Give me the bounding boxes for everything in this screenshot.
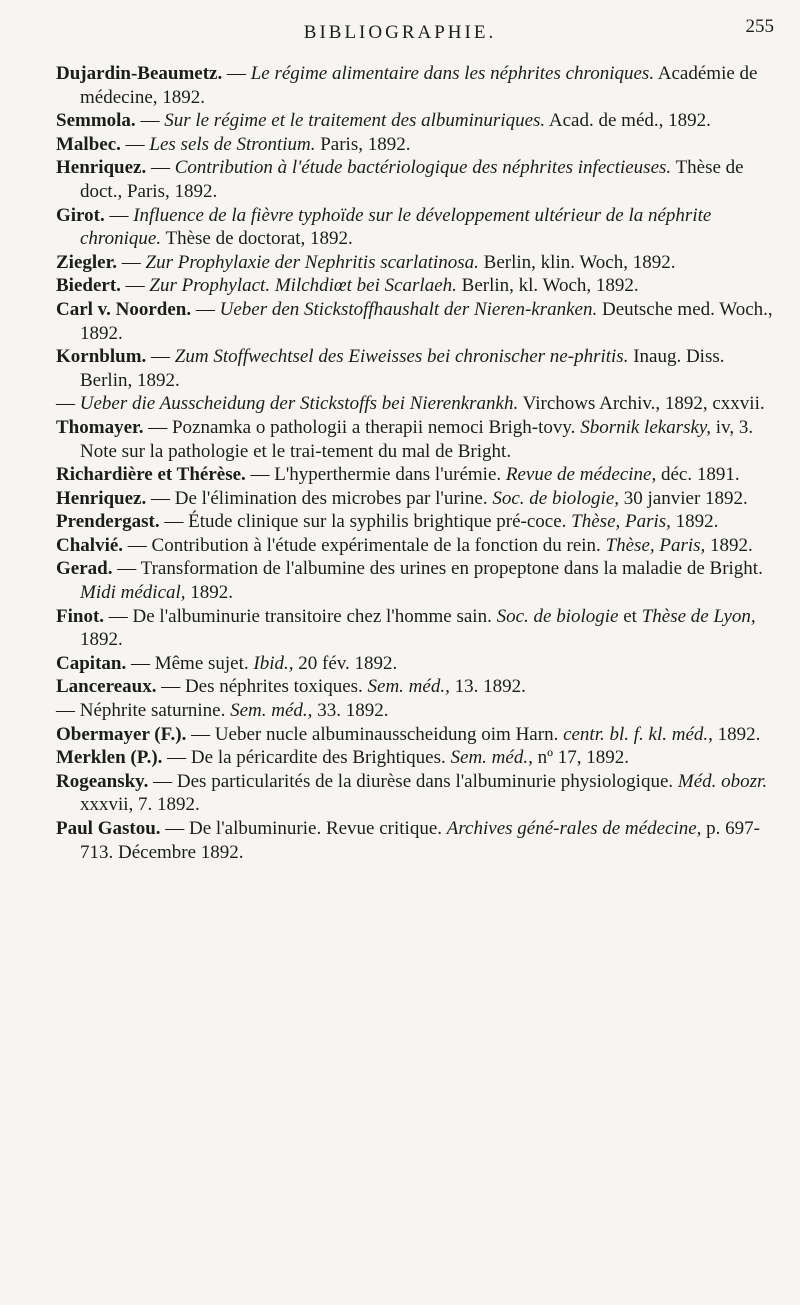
entry-source: Thèse, Paris, — [605, 534, 706, 556]
bibliography-entry — [56, 133, 776, 157]
author-name: Richardière et Thérèse. — [56, 464, 246, 486]
entry-source: Archives géné-rales de médecine, — [446, 818, 702, 839]
separator: — — [135, 110, 165, 132]
separator: — — [104, 204, 134, 226]
author-name: Gerad. — [56, 558, 113, 580]
entry-detail-2: 1892. — [185, 582, 234, 604]
author-name: Malbec. — [56, 133, 121, 155]
entry-source: Sem. méd., — [367, 676, 450, 698]
entry-detail-2: 33. 1892. — [312, 700, 389, 722]
author-name: Ziegler. — [56, 251, 118, 273]
entry-detail: Thèse de doct., Paris, 1892. — [80, 157, 744, 202]
entry-title: Le régime alimentaire dans les néphrites chroniques. — [250, 63, 655, 84]
entry-detail-2: déc. 1891. — [656, 464, 740, 486]
entry-title: Contribution à l'étude bactériologique des néphrites infectieuses. — [174, 157, 672, 179]
author-name: Capitan. — [56, 652, 127, 674]
entry-source: Ibid., — [253, 652, 294, 674]
bibliography-entry — [56, 605, 776, 652]
separator: — — [112, 558, 141, 580]
author-name: Obermayer (F.). — [56, 723, 187, 745]
entry-detail: Étude clinique sur la syphilis brightique pré-coce. — [188, 511, 572, 533]
entry-detail: Berlin, kl. Woch, 1892. — [456, 275, 639, 297]
separator: — — [159, 511, 189, 533]
separator: — — [143, 416, 172, 438]
entry-detail: Inaug. Diss. Berlin, 1892. — [80, 346, 725, 391]
entry-detail-2: 1892. — [712, 723, 761, 745]
page-number: 255 — [745, 16, 774, 37]
entry-detail-2: et — [618, 605, 642, 627]
entry-detail-2: 1892. — [670, 511, 719, 533]
entry-source: Revue de médecine, — [505, 464, 657, 486]
bibliography-entry — [56, 463, 776, 487]
author-name: Chalvié. — [56, 534, 124, 556]
entry-detail-2: iv, 3. Note sur la pathologie et le trai-tement du mal de Bright. — [80, 416, 754, 462]
entry-detail: De l'albuminurie. Revue critique. — [189, 818, 447, 839]
entry-title: Sur le régime et le traitement des albuminuriques. — [164, 110, 546, 132]
separator: — — [222, 63, 251, 84]
entry-detail-2: 30 janvier 1892. — [619, 487, 748, 509]
entry-source: Sem. méd., — [450, 747, 533, 769]
bibliography-entry — [56, 487, 776, 511]
author-name: Merklen (P.). — [56, 747, 163, 769]
separator: — — [117, 251, 146, 273]
author-name: Kornblum. — [56, 346, 147, 368]
separator: — — [120, 133, 150, 155]
entry-detail: De la péricardite des Brightiques. — [190, 747, 451, 769]
author-name: Biedert. — [56, 275, 121, 297]
bibliography-entry — [56, 298, 776, 345]
entry-detail: Ueber nucle albuminausscheidung oim Harn. — [214, 723, 564, 745]
entry-source: Sem. méd., — [230, 700, 313, 722]
entry-source: Soc. de biologie — [496, 605, 619, 627]
entry-detail: Thèse de doctorat, 1892. — [161, 228, 353, 250]
bibliography-entry — [56, 817, 776, 864]
entry-detail: Académie de médecine, 1892. — [80, 63, 758, 108]
separator: — — [104, 605, 133, 627]
entry-detail: Contribution à l'étude expérimentale de la fonction du rein. — [151, 534, 606, 556]
separator: — — [191, 298, 220, 320]
bibliography-list — [56, 62, 776, 864]
entry-detail-2: xxxvii, 7. 1892. — [80, 794, 200, 816]
separator: — — [120, 275, 150, 297]
author-name: Carl v. Noorden. — [56, 298, 192, 320]
entry-detail: Virchows Archiv., 1892, cxxvii. — [518, 393, 765, 415]
entry-detail: Même sujet. — [154, 652, 254, 674]
entry-source: Soc. de biologie, — [492, 487, 620, 509]
separator: — — [186, 723, 215, 745]
entry-title: Zur Prophylact. Milchdiœt bei Scarlaeh. — [149, 275, 457, 297]
entry-title: Ueber den Stickstoffhaushalt der Nieren-kranken. — [219, 298, 598, 320]
bibliography-entry — [56, 62, 776, 109]
entry-detail: Paris, 1892. — [315, 133, 411, 155]
author-name: Paul Gastou. — [56, 818, 161, 839]
separator: — — [146, 346, 175, 368]
entry-detail-2: 13. 1892. — [449, 676, 526, 698]
author-name: Girot. — [56, 204, 105, 226]
bibliography-entry — [56, 723, 776, 747]
bibliography-entry — [56, 510, 776, 534]
entry-title: Ueber die Ausscheidung der Stickstoffs bei Nierenkrankh. — [79, 393, 519, 415]
entry-source-2: Thèse de Lyon, — [641, 605, 756, 627]
entry-source: Thèse, Paris, — [571, 511, 671, 533]
separator: — — [146, 157, 175, 179]
running-head: BIBLIOGRAPHIE. — [303, 22, 497, 43]
entry-detail: Acad. de méd., 1892. — [545, 110, 711, 132]
entry-detail: Des néphrites toxiques. — [184, 676, 368, 698]
author-name: Prendergast. — [56, 511, 160, 533]
bibliography-entry — [56, 109, 776, 133]
entry-source: Méd. obozr. — [677, 770, 768, 792]
entry-detail: Deutsche med. Woch., 1892. — [80, 298, 773, 344]
entry-detail: De l'albuminurie transitoire chez l'homme sain. — [132, 605, 497, 627]
entry-source: Midi médical, — [80, 582, 186, 604]
separator: — — [126, 652, 155, 674]
bibliography-entry — [56, 251, 776, 275]
bibliography-entry — [56, 675, 776, 699]
bibliography-entry — [56, 416, 776, 463]
author-name: Semmola. — [56, 110, 136, 132]
bibliography-entry — [56, 156, 776, 203]
separator: — — [56, 393, 80, 415]
bibliography-entry — [56, 746, 776, 770]
entry-detail-2: 1892. — [705, 534, 753, 556]
bibliography-entry — [56, 770, 776, 817]
entry-title: Les sels de Strontium. — [149, 133, 316, 155]
author-name: Finot. — [56, 605, 105, 627]
entry-detail: Transformation de l'albumine des urines en propeptone dans la maladie de Bright. — [140, 558, 763, 580]
entry-title: Influence de la fièvre typhoïde sur le développement ultérieur de la néphrite chronique. — [80, 204, 712, 250]
entry-detail: Néphrite saturnine. — [79, 700, 231, 722]
entry-title: Zum Stoffwechtsel des Eiweisses bei chronischer ne-phritis. — [174, 346, 629, 368]
separator: — — [160, 818, 190, 839]
bibliography-entry — [56, 274, 776, 298]
separator: — — [162, 747, 191, 769]
separator: — — [56, 700, 80, 722]
entry-title: Zur Prophylaxie der Nephritis scarlatinosa. — [145, 251, 479, 273]
separator: — — [148, 770, 177, 792]
bibliography-entry — [56, 699, 776, 723]
entry-detail: Poznamka o pathologii a therapii nemoci Brigh-tovy. — [171, 416, 581, 438]
bibliography-entry — [56, 345, 776, 392]
entry-detail: L'hyperthermie dans l'urémie. — [274, 464, 506, 486]
entry-source: centr. bl. f. kl. méd., — [563, 723, 713, 745]
author-name: Thomayer. — [56, 416, 144, 438]
bibliography-entry — [56, 652, 776, 676]
entry-detail-2: 20 fév. 1892. — [293, 652, 398, 674]
entry-detail: De l'élimination des microbes par l'urine. — [174, 487, 493, 509]
entry-detail: Berlin, klin. Woch, 1892. — [478, 251, 676, 273]
entry-detail: Des particularités de la diurèse dans l'albuminurie physiologique. — [176, 770, 678, 792]
separator: — — [146, 487, 175, 509]
separator: — — [245, 464, 275, 486]
entry-detail-3: 1892. — [80, 629, 123, 651]
author-name: Dujardin-Beaumetz. — [56, 63, 223, 84]
author-name: Rogeansky. — [56, 770, 149, 792]
page-header — [0, 14, 800, 54]
bibliography-entry — [56, 557, 776, 604]
bibliography-entry — [56, 534, 776, 558]
author-name: Henriquez. — [56, 157, 147, 179]
author-name: Lancereaux. — [56, 676, 157, 698]
bibliography-entry — [56, 392, 776, 416]
separator: — — [123, 534, 152, 556]
author-name: Henriquez. — [56, 487, 147, 509]
separator: — — [156, 676, 185, 698]
bibliography-entry — [56, 204, 776, 251]
entry-source: Sbornik lekarsky, — [580, 416, 712, 438]
entry-detail-2: p. 697-713. Décembre 1892. — [80, 818, 760, 863]
entry-detail-2: nº 17, 1892. — [532, 747, 629, 769]
